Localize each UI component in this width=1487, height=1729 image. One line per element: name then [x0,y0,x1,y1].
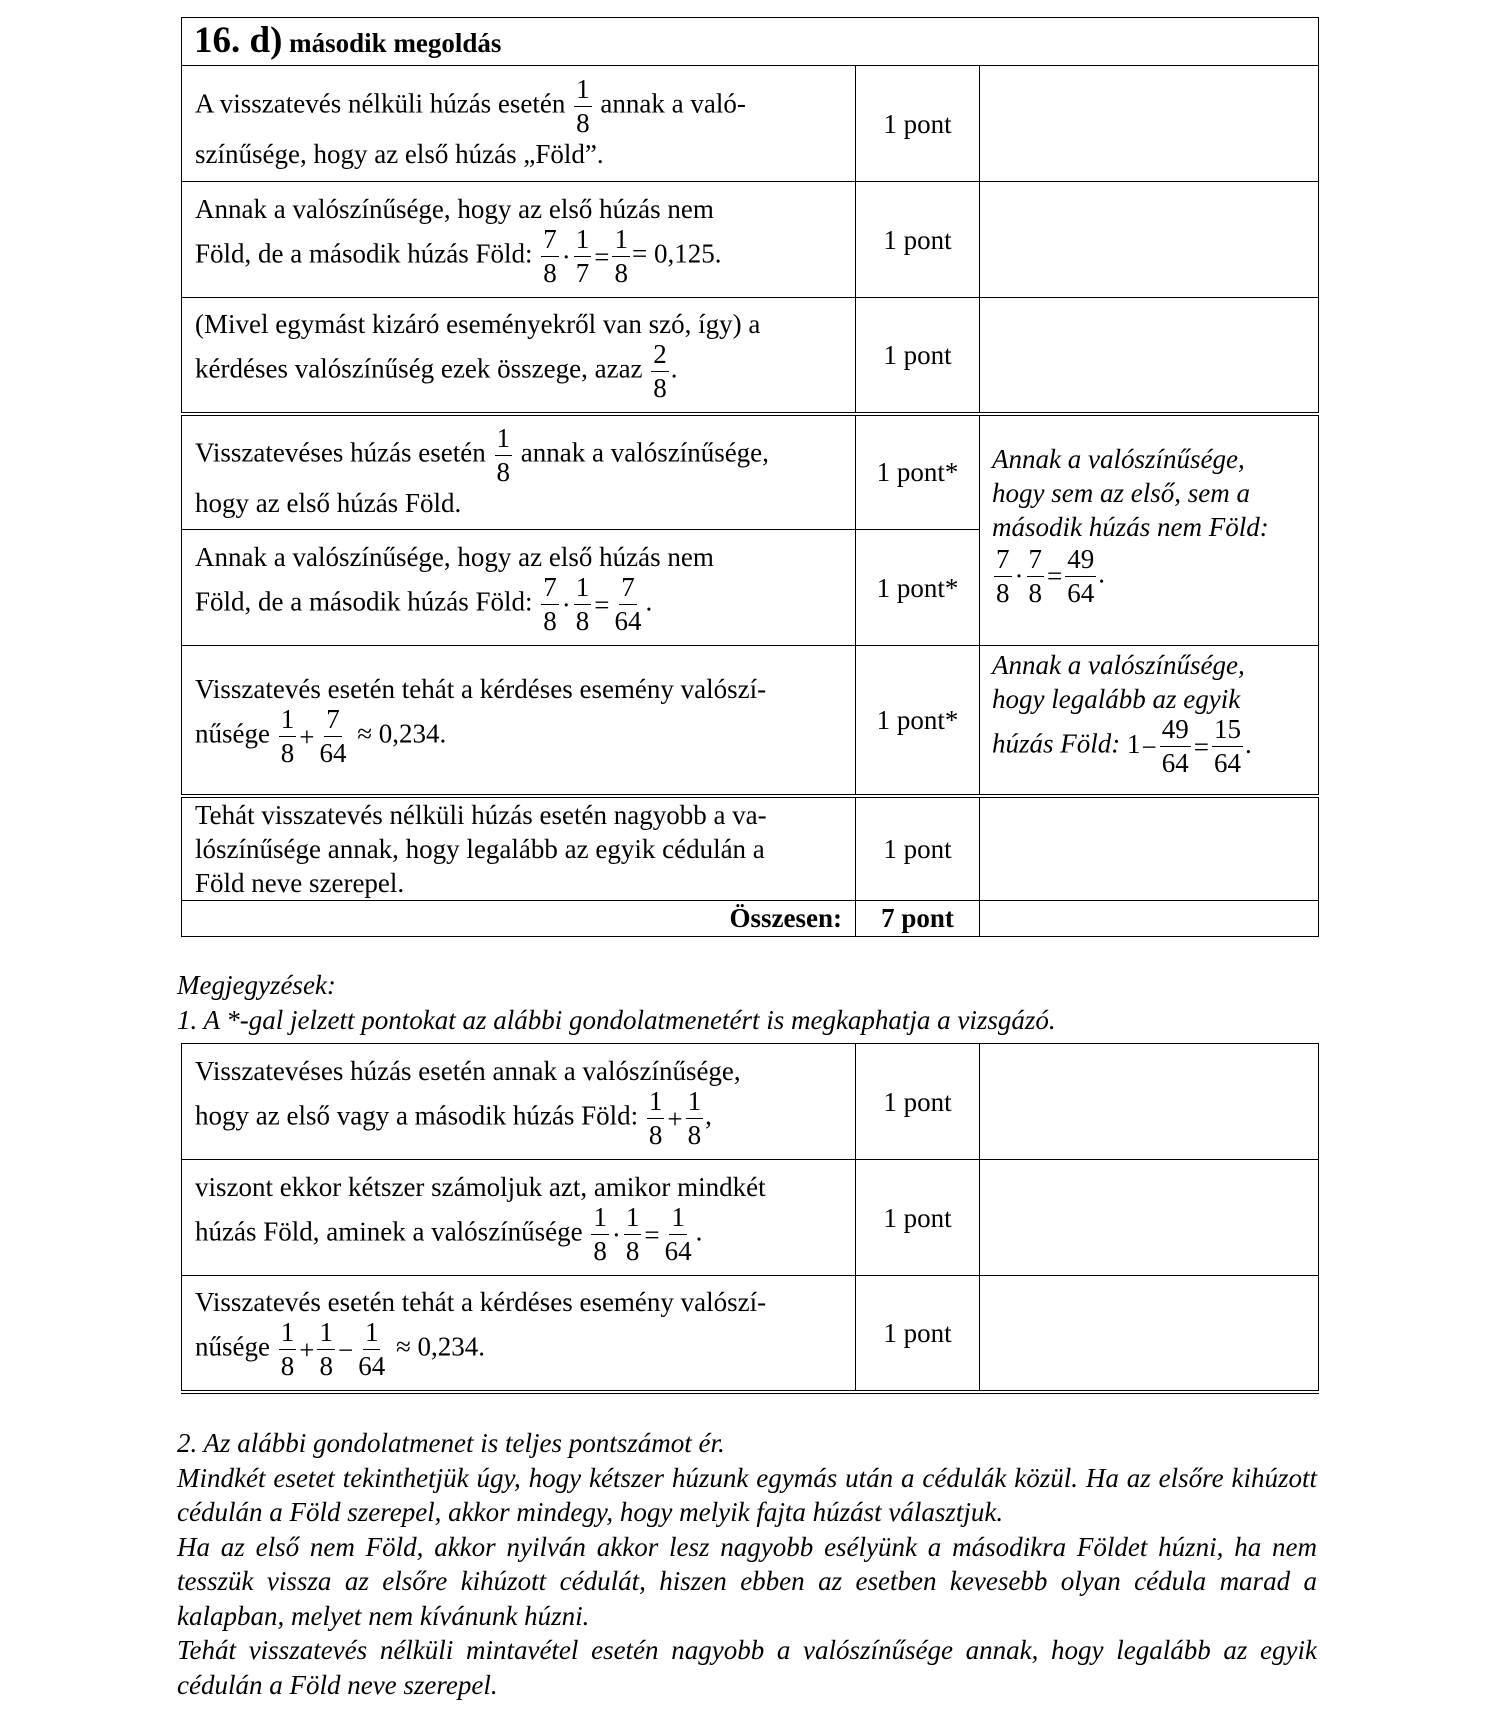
points-cell: 1 pont* [856,646,980,796]
fraction [541,226,559,287]
fraction [317,706,348,767]
step-text: Visszatevéses húzás esetén annak a valószínűsége, hogy az első vagy a második húzás Föld: $\frac{1}{8}$ + $\frac{1}{8}$ , [182,1044,856,1160]
numerator: 7 [994,546,1012,577]
math-operator: + [299,1334,315,1365]
section-header [182,18,1319,66]
denominator: 8 [614,258,628,288]
numerator: 1 [574,76,592,107]
denominator: 64 [1213,748,1241,778]
numerator: 1 [647,1088,665,1119]
table-row [182,1044,1319,1160]
math-operator: − [1141,731,1157,762]
numerator: 1 [574,226,592,257]
denominator: 64 [319,738,347,769]
denominator: 64 [358,1351,386,1382]
fraction [279,706,297,767]
points-cell: 1 pont [856,796,980,901]
denominator: 8 [280,738,295,769]
denominator: 64 [614,606,642,636]
table-row [182,414,1319,530]
fraction [317,1319,335,1380]
math-operator: · [611,1219,621,1250]
total-points: 7 pont [856,900,980,936]
fraction [591,1204,609,1265]
numerator: 7 [1027,546,1045,577]
numerator: 1 [495,425,513,456]
numerator: 7 [324,706,342,737]
points-cell: 1 pont* [856,414,980,530]
points-cell: 1 pont [856,1276,980,1392]
fraction [612,574,643,635]
side-note: Annak a valószínűsége, hogy sem az első, sem a második húzás nem Föld: $\frac{7}{8}$ · $\frac{7}{8}$ = $\frac{49}{64}$ . [980,414,1319,646]
denominator: 8 [1028,577,1042,608]
numerator: 7 [619,574,637,605]
remark-2-title: 2. Az alábbi gondolatmenet is teljes pontszámot ér. [177,1428,725,1458]
step-text: viszont ekkor kétszer számoljuk azt, amikor mindkét húzás Föld, aminek a valószínűsége $\frac{1}{8}$ · $\frac{1}{8}$ = $\frac{1}{64}$ . [182,1160,856,1276]
paragraph: Mindkét esetet tekinthetjük úgy, hogy kétszer húzunk egymás után a cédulák közül. Ha az elsőre kihúzott cédulán a Föld szerepel, akkor mindegy, hogy melyik fajta húzást választjuk. [177,1462,1317,1527]
note-cell [980,66,1319,182]
step-text: Annak a valószínűsége, hogy az első húzás nem Föld, de a második húzás Föld: $\frac{7}{8}$ · $\frac{1}{8}$ = $\frac{7}{64}$ . [182,530,856,646]
numerator: 49 [1065,546,1096,577]
numerator: 1 [317,1319,335,1350]
math-operator: − [337,1334,354,1365]
fraction [1065,543,1096,608]
side-note: Annak a valószínűsége, hogy legalább az egyik húzás Föld: 1− $\frac{49}{64}$ = $\frac{15}{64}$ . [980,646,1319,796]
numerator: 1 [669,1204,687,1235]
step-text: A visszatevés nélküli húzás esetén $\frac{1}{8}$ annak a való- színűsége, hogy az első húzás „Föld”. [182,66,856,182]
note-cell [980,796,1319,901]
table-row [182,646,1319,796]
alternative-table [181,1043,1319,1394]
numerator: 1 [279,706,297,737]
denominator: 64 [1161,748,1189,778]
denominator: 8 [648,1120,663,1150]
points-cell: 1 pont* [856,530,980,646]
note-cell [980,182,1319,298]
total-label: Összesen: [182,900,856,936]
points-cell: 1 pont [856,182,980,298]
table-row [182,1276,1319,1392]
denominator: 8 [319,1351,333,1382]
fraction [686,1088,704,1149]
section-title: második megoldás [289,27,502,58]
denominator: 8 [496,456,511,487]
denominator: 8 [996,577,1010,608]
numerator: 2 [651,341,669,372]
table-row [182,182,1319,298]
fraction [1212,716,1243,777]
total-row [182,900,1319,936]
step-text: Visszatevéses húzás esetén $\frac{1}{8}$ annak a valószínűsége, hogy az első húzás Föld. [182,414,856,530]
fraction [574,76,592,137]
numerator: 15 [1212,716,1243,747]
denominator: 8 [625,1236,640,1266]
table-row [182,796,1319,901]
fraction [574,574,592,635]
numerator: 1 [624,1204,642,1235]
numerator: 1 [279,1319,297,1350]
fraction [624,1204,642,1265]
math-operator: = [644,1219,660,1250]
denominator: 8 [543,606,557,636]
math-operator: · [1014,561,1024,591]
remark-2 [177,1426,1317,1702]
solution-table [181,17,1319,937]
numerator: 1 [612,226,630,257]
math-operator: · [561,589,571,620]
math-operator: = [594,589,610,620]
fraction [994,543,1012,608]
denominator: 64 [1067,577,1095,608]
fraction [574,226,592,287]
fraction [541,574,559,635]
points-cell: 1 pont [856,1160,980,1276]
math-operator: = [594,241,610,272]
numerator: 7 [541,226,559,257]
fraction [1027,543,1045,608]
paragraph: Ha az első nem Föld, akkor nyilván akkor lesz nagyobb esélyünk a másodikra Földet húzni, ha nem tesszük vissza az elsőre kihúzott cédulát, hiszen ebben az esetben kevesebb olyan cédula marad a kalapban, melyet nem kívánunk húzni. [177,1531,1317,1631]
step-text: Visszatevés esetén tehát a kérdéses esemény valószí- nűsége $\frac{1}{8}$ + $\frac{1}{8}$ − $\frac{1}{64}$ ≈ 0,234. [182,1276,856,1392]
math-operator: = [1193,731,1209,762]
numerator: 1 [591,1204,609,1235]
math-operator: + [667,1103,683,1134]
step-text: Annak a valószínűsége, hogy az első húzás nem Föld, de a második húzás Föld: $\frac{7}{8}$ · $\frac{1}{7}$ = $\frac{1}{8}$ = 0,125. [182,182,856,298]
fraction [495,422,513,487]
numerator: 1 [574,574,592,605]
step-text: Visszatevés esetén tehát a kérdéses esemény valószí- nűsége $\frac{1}{8}$ + $\frac{7}{64}$ ≈ 0,234. [182,646,856,796]
remarks-heading: Megjegyzések: 1. A *-gal jelzett pontokat az alábbi gondolatmenetért is megkaphatja a vizsgázó. [177,970,1056,1035]
numerator: 1 [363,1319,381,1350]
points-cell: 1 pont [856,1044,980,1160]
fraction [356,1319,387,1380]
points-cell: 1 pont [856,66,980,182]
paragraph: Tehát visszatevés nélküli mintavétel esetén nagyobb a valószínűsége annak, hogy legalább az egyik cédulán a Föld neve szerepel. [177,1635,1317,1700]
denominator: 64 [664,1236,692,1266]
points-cell: 1 pont [856,298,980,414]
denominator: 8 [576,108,590,138]
fraction [647,1088,665,1149]
denominator: 8 [593,1236,607,1266]
table-row [182,298,1319,414]
math-operator: + [299,721,315,752]
denominator: 8 [653,373,667,404]
table-row [182,66,1319,182]
denominator: 8 [543,258,557,288]
math-operator: · [561,241,571,272]
denominator: 8 [687,1120,702,1150]
denominator: 8 [280,1351,295,1382]
math-operator: = [1047,561,1063,591]
fraction [279,1319,297,1380]
step-text: (Mivel egymást kizáró eseményekről van szó, így) a kérdéses valószínűség ezek összege, azaz $\frac{2}{8}$ . [182,298,856,414]
step-text: Tehát visszatevés nélküli húzás esetén nagyobb a va- lószínűsége annak, hogy legalább az egyik cédulán a Föld neve szerepel. [182,796,856,901]
numerator: 7 [541,574,559,605]
numerator: 49 [1160,716,1191,747]
note-cell [980,298,1319,414]
fraction [612,226,630,287]
table-row [182,1160,1319,1276]
problem-number: 16. d) [194,19,283,61]
denominator: 8 [575,606,590,636]
fraction [663,1204,694,1265]
numerator: 1 [686,1088,704,1119]
fraction [651,341,669,402]
denominator: 7 [575,258,590,288]
fraction [1160,716,1191,777]
